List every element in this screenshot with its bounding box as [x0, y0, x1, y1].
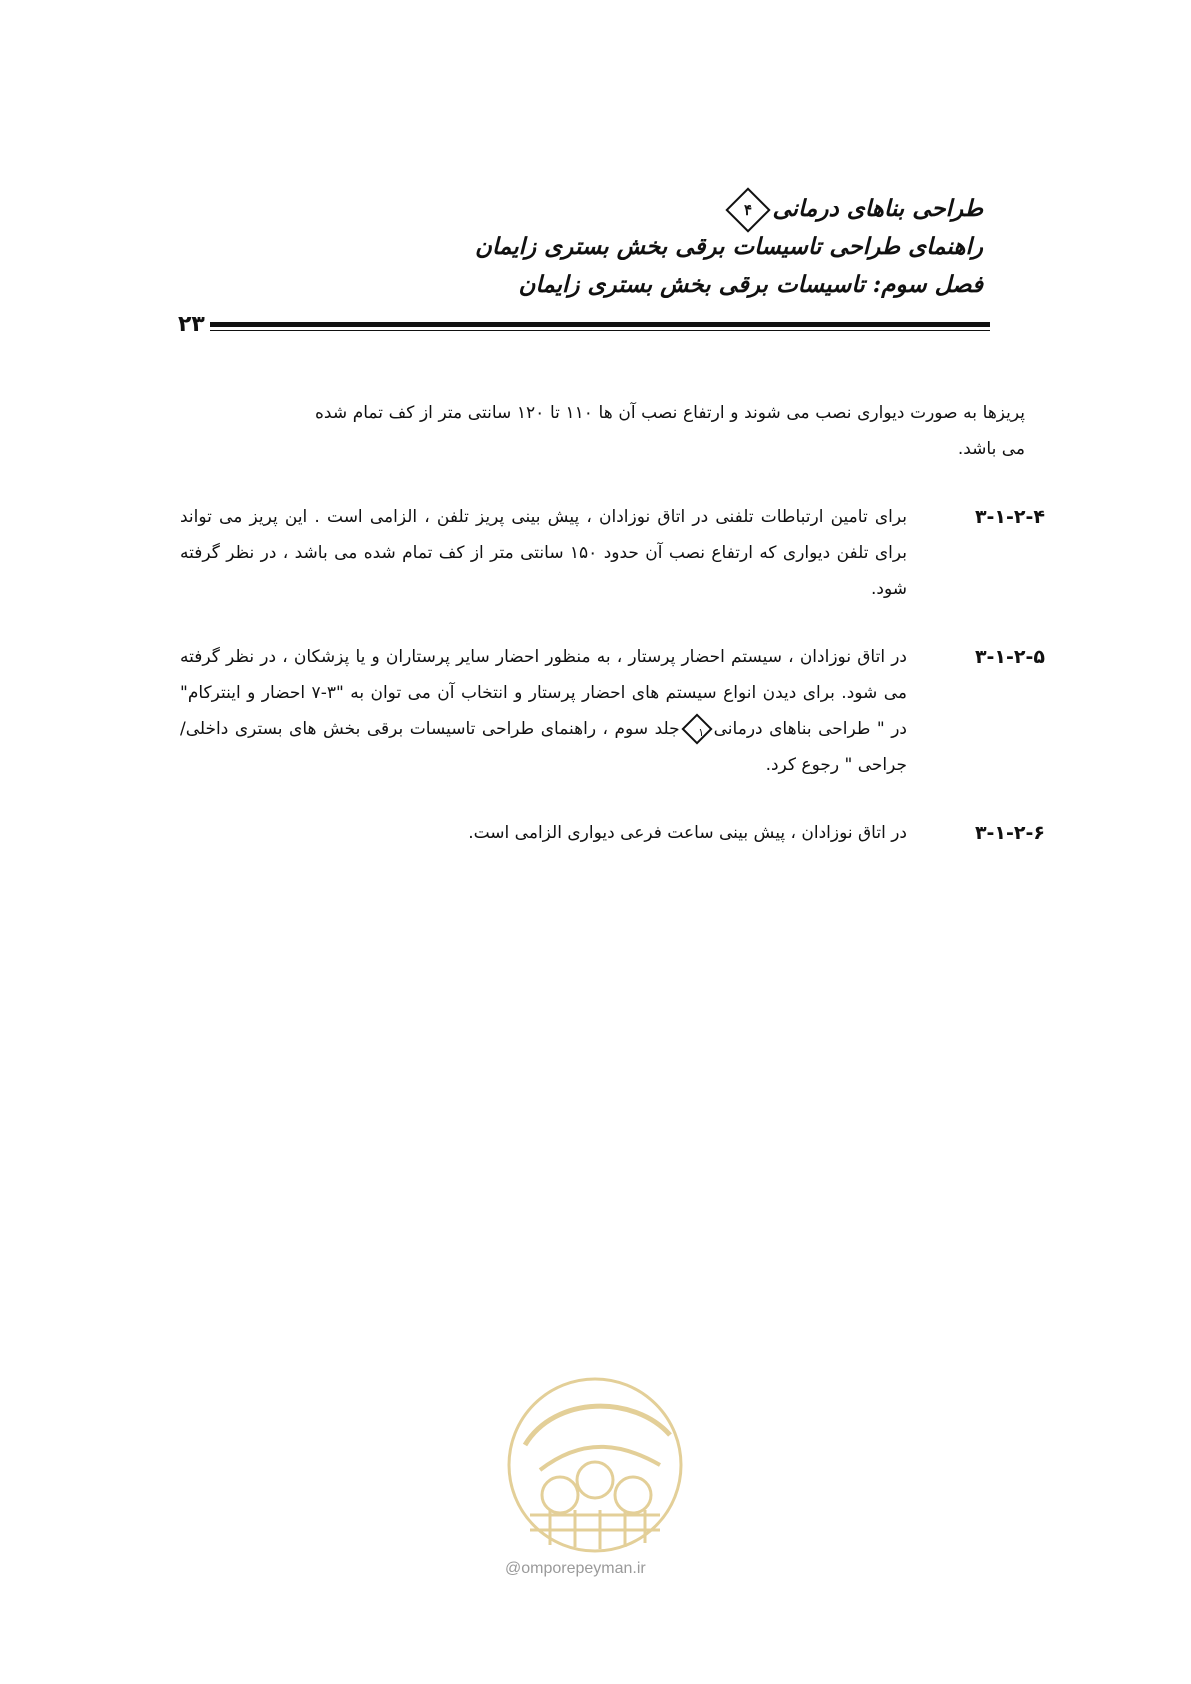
watermark-text: @omporepeyman.ir	[505, 1560, 646, 1577]
document-header	[163, 190, 983, 304]
rule-thin	[210, 330, 990, 331]
section-number: ۳-۱-۲-۶	[974, 822, 1045, 844]
section-number: ۳-۱-۲-۵	[974, 646, 1045, 668]
header-title-line	[163, 190, 983, 228]
header-subtitle: راهنمای طراحی تاسیسات برقی بخش بستری زایمان	[475, 233, 983, 260]
section-text: در اتاق نوزادان ، سیستم احضار پرستار ، به منظور احضار سایر پرستاران و یا پزشکان ، در نظر گرفته می شود. برای دیدن انواع سیستم های احضار پرستار و انتخاب آن می توان به "۳-۷ احضار و اینترکام" در " طراحی بناهای درمانی۱جلد سوم ، راهنمای طراحی تاسیسات برقی بخش های بستری داخلی/جراحی " رجوع کرد.	[180, 647, 907, 775]
document-body	[180, 395, 1045, 851]
header-chapter: فصل سوم: تاسیسات برقی بخش بستری زایمان	[518, 271, 983, 298]
section-item	[180, 499, 1045, 607]
section-number: ۳-۱-۲-۴	[974, 506, 1045, 528]
intro-paragraph: پریزها به صورت دیواری نصب می شوند و ارتفاع نصب آن ها ۱۱۰ تا ۱۲۰ سانتی متر از کف تمام شده می باشد.	[315, 403, 1026, 459]
header-title: طراحی بناهای درمانی	[772, 195, 983, 222]
volume-badge-icon: ۴	[726, 187, 771, 232]
header-rule	[178, 312, 990, 336]
volume-badge-icon: ۱	[681, 713, 712, 744]
page-number: ۲۳	[178, 312, 205, 337]
section-item	[180, 815, 1045, 851]
section-text: در اتاق نوزادان ، پیش بینی ساعت فرعی دیواری الزامی است.	[468, 823, 907, 843]
section-text: برای تامین ارتباطات تلفنی در اتاق نوزادان ، پیش بینی پریز تلفن ، الزامی است . این پریز می تواند برای تلفن دیواری که ارتفاع نصب آن حدود ۱۵۰ سانتی متر از کف تمام شده می باشد ، در نظر گرفته شود.	[180, 507, 907, 599]
section-item	[180, 639, 1045, 783]
ompore-peyman-seal-icon	[495, 1375, 695, 1555]
rule-thick	[210, 322, 990, 327]
